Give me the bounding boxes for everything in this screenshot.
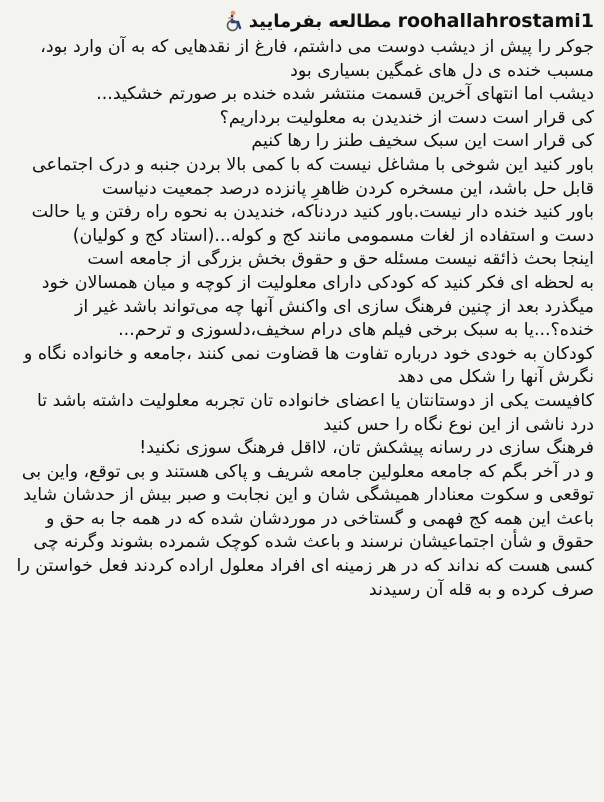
paragraph: کی قرار است این سبک سخیف طنز را رها کنیم (251, 131, 594, 152)
caption-start: مطالعه بفرمایید (248, 10, 392, 32)
paragraph: باور کنید خنده دار نیست.باور کنید دردناکه، خندیدن به نحوه راه رفتن و یا حالت دست و استفاده از لغات مسمومی مانند کج و کوله...(استاد کج و کولیان) (31, 202, 594, 246)
paragraph: کودکان به خودی خود درباره تفاوت ها قضاوت نمی کنند ،جامعه و خانواده نگاه و نگرش آنها را شکل می دهد (23, 343, 594, 388)
caption-body (10, 36, 594, 602)
wheelchair-icon (225, 10, 243, 32)
paragraph: باور کنید این شوخی با مشاغل نیست که با کمی بالا بردن جنبه و درک اجتماعی قابل حل باشد، این مسخره کردن ظاهرِ پانزده درصد جمعیت دنیاست (32, 154, 594, 199)
caption-header (10, 6, 594, 36)
paragraph: فرهنگ سازی در رسانه پیشکش تان، لااقل فرهنگ سوزی نکنید! (139, 438, 594, 459)
paragraph: کی قرار است دست از خندیدن به معلولیت برداریم؟ (219, 107, 594, 128)
username[interactable]: roohallahrostami1 (397, 10, 594, 32)
paragraph: اینجا بحث ذائقه نیست مسئله حق و حقوق بخش بزرگی از جامعه است (87, 249, 594, 270)
paragraph: جوکر را پیش از دیشب دوست می داشتم، فارغ از نقدهایی که به آن وارد بود، مسبب خنده ی دل های غمگین بسیاری بود (40, 37, 594, 81)
paragraph: و در آخر بگم که جامعه معلولین جامعه شریف و پاکی هستند و بی توقع، واین بی توقعی و سکوت معنادار همیشگی شان و این نجابت و صبر بیش از حدشان شاید باعث این همه کج فهمی و گستاخی در موردشان شده که در همه جا به حق و حقوق و شأن اجتماعیشان نرسند و باعث شده کوچک شمرده بشوند وگرنه چی کسی هست که نداند که در هر زمینه ای افراد معلول اراده کردند فعل خواستن را صرف کرده و به قله آن رسیدند (16, 461, 594, 600)
paragraph: به لحظه ای فکر کنید که کودکی دارای معلولیت از کوچه و میان همسالان خود میگذرد بعد از چنین فرهنگ سازی ای واکنش آنها چه می‌تواند باشد غیر از خنده؟...یا به سبک برخی فیلم های درام سخیف،دلسوزی و ترحم... (41, 272, 594, 341)
paragraph: کافیست یکی از دوستانتان یا اعضای خانواده تان تجربه معلولیت داشته باشد تا درد ناشی از این نوع نگاه را حس کنید (36, 390, 594, 435)
paragraph: دیشب اما انتهای آخرین قسمت منتشر شده خنده بر صورتم خشکید... (96, 84, 594, 105)
